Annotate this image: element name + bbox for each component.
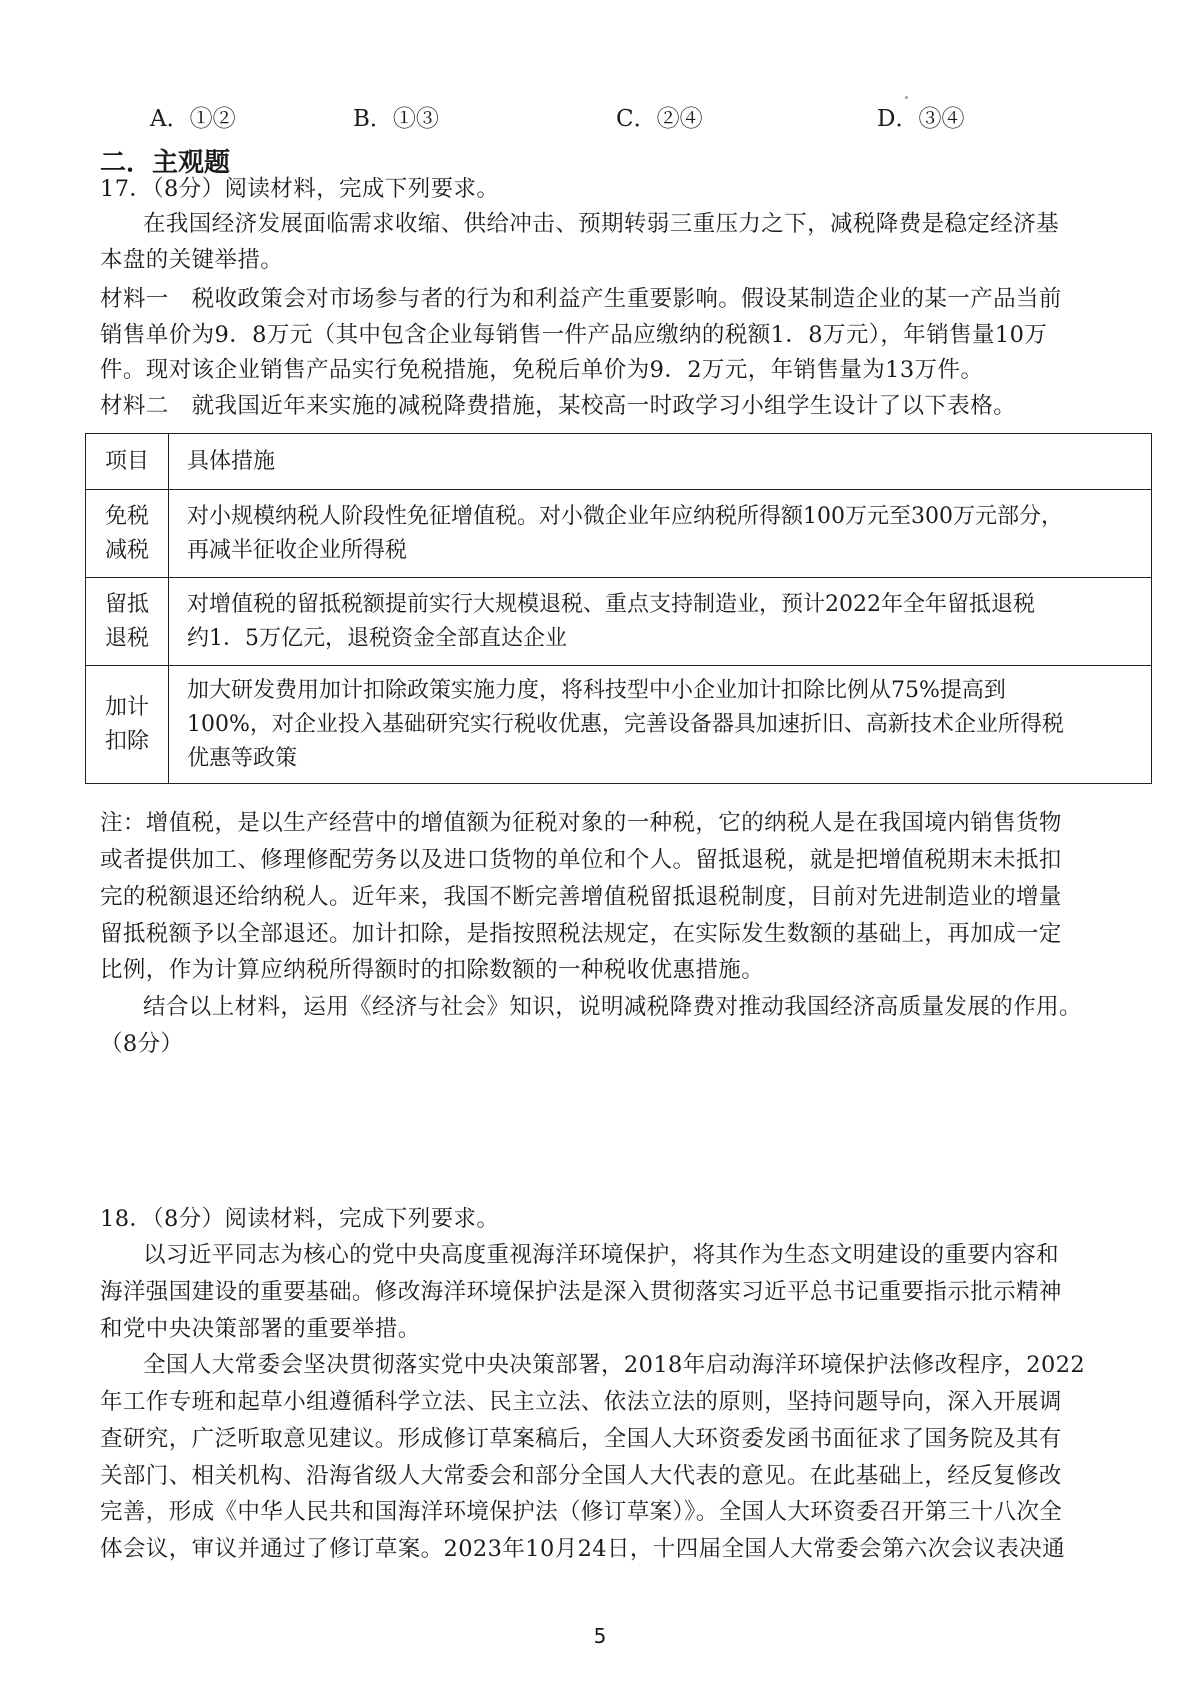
table-header-row (86, 434, 1152, 490)
q17-note-line: 或者提供加工、修理修配劳务以及进口货物的单位和个人。留抵退税，就是把增值税期末未抵扣 (100, 847, 1062, 873)
table-row (86, 578, 1152, 666)
scan-speck (905, 96, 908, 99)
q17-question-line: 结合以上材料，运用《经济与社会》知识，说明减税降费对推动我国经济高质量发展的作用。 (143, 994, 1082, 1020)
tax-measures-table (85, 433, 1152, 784)
q18-header: 18．（8分）阅读材料，完成下列要求。 (100, 1206, 500, 1232)
q17-intro-line: 在我国经济发展面临需求收缩、供给冲击、预期转弱三重压力之下，减税降费是稳定经济基 (143, 211, 1060, 237)
table-row (86, 490, 1152, 578)
q17-note-line: 完的税额退还给纳税人。近年来，我国不断完善增值税留抵退税制度，目前对先进制造业的增量 (100, 884, 1062, 910)
table-row-measure-line: 100%，对企业投入基础研究实行税收优惠，完善设备器具加速折旧、高新技术企业所得税 (187, 711, 1064, 737)
q18-para1-line: 以习近平同志为核心的党中央高度重视海洋环境保护，将其作为生态文明建设的重要内容和 (143, 1242, 1060, 1268)
table-row-measure-line: 对增值税的留抵税额提前实行大规模退税、重点支持制造业，预计2022年全年留抵退税 (187, 591, 1035, 617)
table-row-measure-line: 约1．5万亿元，退税资金全部直达企业 (187, 625, 567, 651)
q17-note-line: 比例，作为计算应纳税所得额时的扣除数额的一种税收优惠措施。 (100, 957, 765, 983)
q17-material1-line: 销售单价为9．8万元（其中包含企业每销售一件产品应缴纳的税额1．8万元），年销售量10万 (100, 322, 1048, 348)
section-title: 二．主观题 (100, 148, 231, 178)
table-row-item: 免税减税 (104, 503, 149, 563)
table-row (86, 666, 1152, 784)
table-row-measure-line: 再减半征收企业所得税 (187, 537, 408, 563)
q17-material1-line: 材料一 税收政策会对市场参与者的行为和利益产生重要影响。假设某制造企业的某一产品当前 (100, 286, 1062, 312)
option-d: D．③④ (877, 106, 965, 132)
q17-note-line: 留抵税额予以全部退还。加计扣除，是指按照税法规定，在实际发生数额的基础上，再加成一定 (100, 921, 1062, 947)
table-header-item: 项目 (86, 434, 169, 490)
q18-para1-line: 和党中央决策部署的重要举措。 (100, 1316, 421, 1342)
q18-para2-line: 完善，形成《中华人民共和国海洋环境保护法（修订草案）》。全国人大环资委召开第三十八次全 (100, 1499, 1063, 1525)
q17-material1-line: 件。现对该企业销售产品实行免税措施，免税后单价为9．2万元，年销售量为13万件。 (100, 357, 984, 383)
q18-para1-line: 海洋强国建设的重要基础。修改海洋环境保护法是深入贯彻落实习近平总书记重要指示批示精神 (100, 1279, 1062, 1305)
q17-note-line: 注：增值税，是以生产经营中的增值额为征税对象的一种税，它的纳税人是在我国境内销售货物 (100, 810, 1062, 836)
q17-question-line: （8分） (100, 1031, 184, 1057)
option-a: A．①② (150, 106, 236, 132)
option-b: B．①③ (353, 106, 439, 132)
answer-options (150, 100, 1150, 136)
table-row-measure-line: 对小规模纳税人阶段性免征增值税。对小微企业年应纳税所得额100万元至300万元部分， (187, 503, 1063, 529)
table-row-item: 加计扣除 (104, 694, 149, 754)
q17-header: 17．（8分）阅读材料，完成下列要求。 (100, 176, 500, 202)
q18-para2-line: 年工作专班和起草小组遵循科学立法、民主立法、依法立法的原则，坚持问题导向，深入开展调 (100, 1389, 1062, 1415)
page-number: 5 (593, 1624, 607, 1648)
table-row-measure-line: 加大研发费用加计扣除政策实施力度，将科技型中小企业加计扣除比例从75%提高到 (187, 677, 1006, 703)
q18-para2-line: 全国人大常委会坚决贯彻落实党中央决策部署，2018年启动海洋环境保护法修改程序，2022 (143, 1352, 1086, 1378)
table-header-measure: 具体措施 (169, 434, 1152, 490)
table-row-measure-line: 优惠等政策 (187, 745, 298, 771)
q18-para2-line: 体会议，审议并通过了修订草案。2023年10月24日，十四届全国人大常委会第六次会议表决通 (100, 1536, 1066, 1562)
q17-material2-line: 材料二 就我国近年来实施的减税降费措施，某校高一时政学习小组学生设计了以下表格。 (100, 393, 1017, 419)
q18-para2-line: 查研究，广泛听取意见建议。形成修订草案稿后，全国人大环资委发函书面征求了国务院及其有 (100, 1426, 1062, 1452)
option-c: C．②④ (616, 106, 703, 132)
table-row-item: 留抵退税 (104, 591, 149, 651)
q18-para2-line: 关部门、相关机构、沿海省级人大常委会和部分全国人大代表的意见。在此基础上，经反复修改 (100, 1463, 1062, 1489)
q17-intro-line: 本盘的关键举措。 (100, 247, 284, 273)
